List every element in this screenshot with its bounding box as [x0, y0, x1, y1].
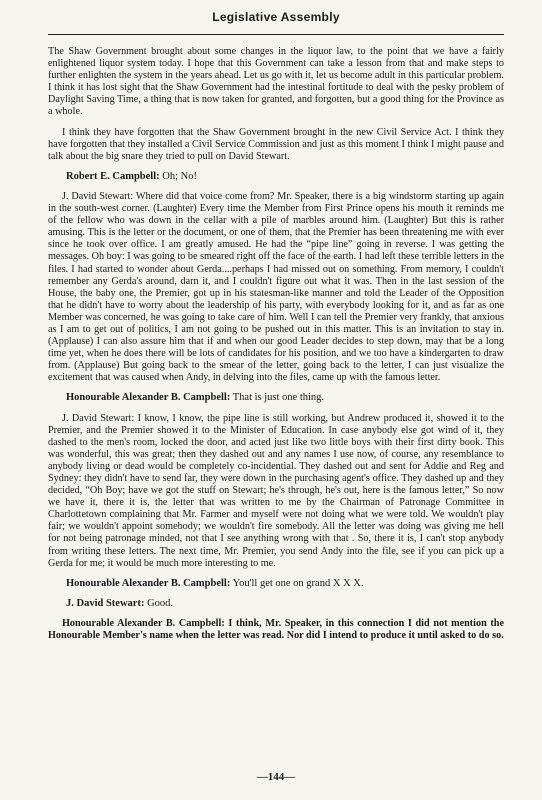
page-header: Legislative Assembly	[212, 10, 340, 24]
header-rule	[48, 34, 504, 35]
speaker-line-campbell-3	[48, 578, 504, 590]
speech-stewart-1	[48, 191, 504, 385]
speech-text: I know, I know, the pipe line is still working, but Andrew produced it, showed it to the Premier, and the Premier showed it to the Minister of Education. In case anybody else got wind of it, they dashed to the men's room, locked the door, and acted just like two little boys with their first dirty book. This was wonderful, this was great; then they dashed out and any names I use now, of course, any resemblance to anybody living or dead would be completely co-incidential. They dashed out and sent for Addie and Reg and Sydney: they didn't have to send far, they were down in the purchasing agent's office. They dashed up and they decided, “Oh Boy; have we got the stuff on Stewart; he's through, he's out, here is the famous letter,” So now we have it, there it is, the letter that was written to me by the Chairman of Patronage Committee in Charlottetown complaining that Mr. Farmer and myself were not doing what we were told. We wouldn't play fair; we wouldn't appoint somebody; we wouldn't fire somebody. All the letter was doing was giving me hell for not being patronage minded, not that I see anything wrong with that . So, there it is, I can't stop anybody from writing these letters. The next time, Mr. Premier, you send Andy into the file, see if you can pick up a Gerda for me; it would be much more interesting to me.	[48, 412, 504, 569]
speaker-line-stewart-3	[48, 598, 504, 610]
speaker-remark: You'll get one on grand X X X.	[230, 577, 364, 589]
speaker-line-campbell-2	[48, 392, 504, 404]
paragraph-civil-service: I think they have forgotten that the Shaw Government brought in the new Civil Service Act. I think they have forgotten that they installed a Civil Service Commission and just as this moment I think I might pause and talk about the big snare they tried to pull on David Stewart.	[48, 126, 504, 162]
page-number: —144—	[256, 771, 296, 783]
speaker-name: Honourable Alexander B. Campbell:	[66, 392, 231, 404]
speaker-remark: That is just one thing.	[230, 392, 325, 404]
speaker-name: J. David Stewart:	[66, 597, 145, 609]
speaker-name: Robert E. Campbell:	[66, 170, 160, 182]
speaker-line-campbell-1	[48, 171, 504, 183]
speaker-remark: Good.	[144, 597, 174, 609]
speaker-name: Honourable Alexander B. Campbell:	[62, 617, 225, 629]
speaker-name: J. David Stewart:	[62, 190, 134, 202]
paragraph-liquor-law: The Shaw Government brought about some changes in the liquor law, to the point that we have a fairly enlightened liquor system today. I hope that this Government can take a lesson from that and make steps to further enlighten the system in the years ahead. Let us go with it, let us become adult in this particular problem. I think it has lost sight that the Shaw Government had the intestinal fortitude to deal with the pesky problem of Daylight Saving Time, a thing that is now taken for granted, and forgotten, but a good thing for the Province as a whole.	[48, 46, 504, 118]
speaker-name: Honourable Alexander B. Campbell:	[66, 577, 231, 589]
speech-campbell-4	[48, 618, 504, 642]
speech-stewart-2	[48, 413, 504, 570]
speaker-remark: Oh; No!	[159, 170, 197, 182]
document-body	[48, 46, 504, 650]
speaker-name: J. David Stewart:	[62, 412, 135, 424]
speech-text: I think, Mr. Speaker, in this connection I did not mention the Honourable Member's name when the letter was read. Nor did I intend to produce it until asked to do so.	[48, 617, 504, 642]
speech-text: Where did that voice come from? Mr. Speaker, there is a big windstorm starting up again in the south-west corner. (Laughter) Every time the Member from First Prince opens his mouth it reminds me of the fellow who was down in the cellar with a pile of marbles around him. (Laughter) But this is rather amusing. This is the letter or the document, or one of them, that the Premier has been threatening me with ever since he took over office. I am greatly amused. He had the “pipe line” going in reverse. I was getting the messages. Oh boy: I was going to be smeared right off the face of the earth. I had left these terrible letters in the files. I had started to wonder about Gerda....perhaps I had missed out on something. From memory, I couldn't remember any Gerda's around, darn it, and I couldn't figure out what it was. Then in the last session of the House, the baby one, the Premier, got up in his statesman-like manner and told the Leader of the Opposition that he didn't have to worry about the leadership of his party, with everybody looking for it, and as far as one Member was concerned, he was going to take care of him. Well I can tell the Premier very frankly, that anxious as I am to get out of politics, I am not going to be pushed out in this matter. This is an invitation to stay in. (Applause) I can also assure him that if and when our good Leader decides to step down, may that be a long time yet, when he does there will be lots of candidates for his position, and we too have a kindergarten to draw from. (Applause) But going back to the smear of the letter, going back to the letter, I can just visualize the excitement that was caused when Andy, in delving into the files, came up with the famous letter.	[48, 190, 505, 384]
